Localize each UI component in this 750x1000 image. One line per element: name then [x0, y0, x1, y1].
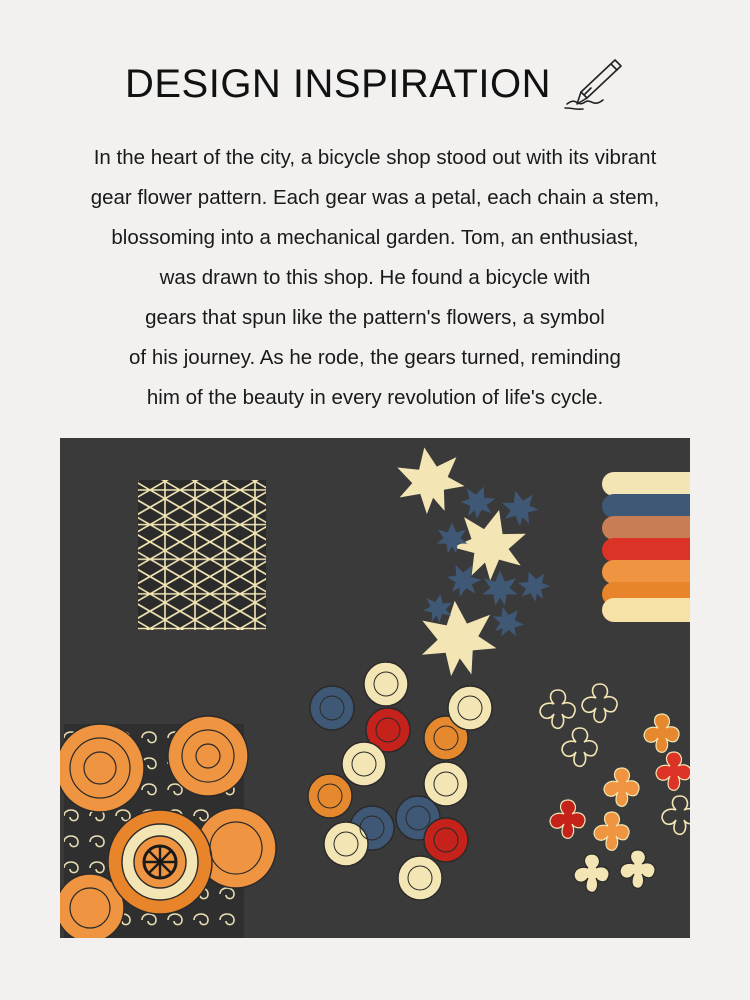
story-line: blossoming into a mechanical garden. Tom, an enthusiast,: [111, 226, 639, 249]
orange-flower-wheel-pattern: [60, 716, 276, 938]
story-line: gear flower pattern. Each gear was a petal, each chain a stem,: [90, 186, 660, 209]
color-palette-swatches: [602, 472, 690, 622]
header: [0, 44, 750, 124]
story-line: of his journey. As he rode, the gears turned, reminding: [129, 346, 621, 369]
story-text: [40, 138, 710, 418]
story-line: gears that spun like the pattern's flowers, a symbol: [145, 306, 605, 329]
asanoha-pattern-swatch: [138, 480, 266, 630]
page-title: DESIGN INSPIRATION: [124, 61, 552, 106]
story-line: him of the beauty in every revolution of life's cycle.: [146, 386, 604, 409]
story-line: was drawn to this shop. He found a bicycle with: [159, 266, 591, 289]
pen-writing-icon: [563, 54, 625, 114]
pattern-artboard: [60, 438, 690, 938]
chrysanthemum-cluster: [308, 662, 492, 900]
story-line: In the heart of the city, a bicycle shop stood out with its vibrant: [93, 146, 657, 169]
maple-leaf-cluster: [392, 442, 554, 679]
artboard-canvas: [60, 438, 690, 938]
sakura-blossom-cluster: [540, 684, 690, 892]
